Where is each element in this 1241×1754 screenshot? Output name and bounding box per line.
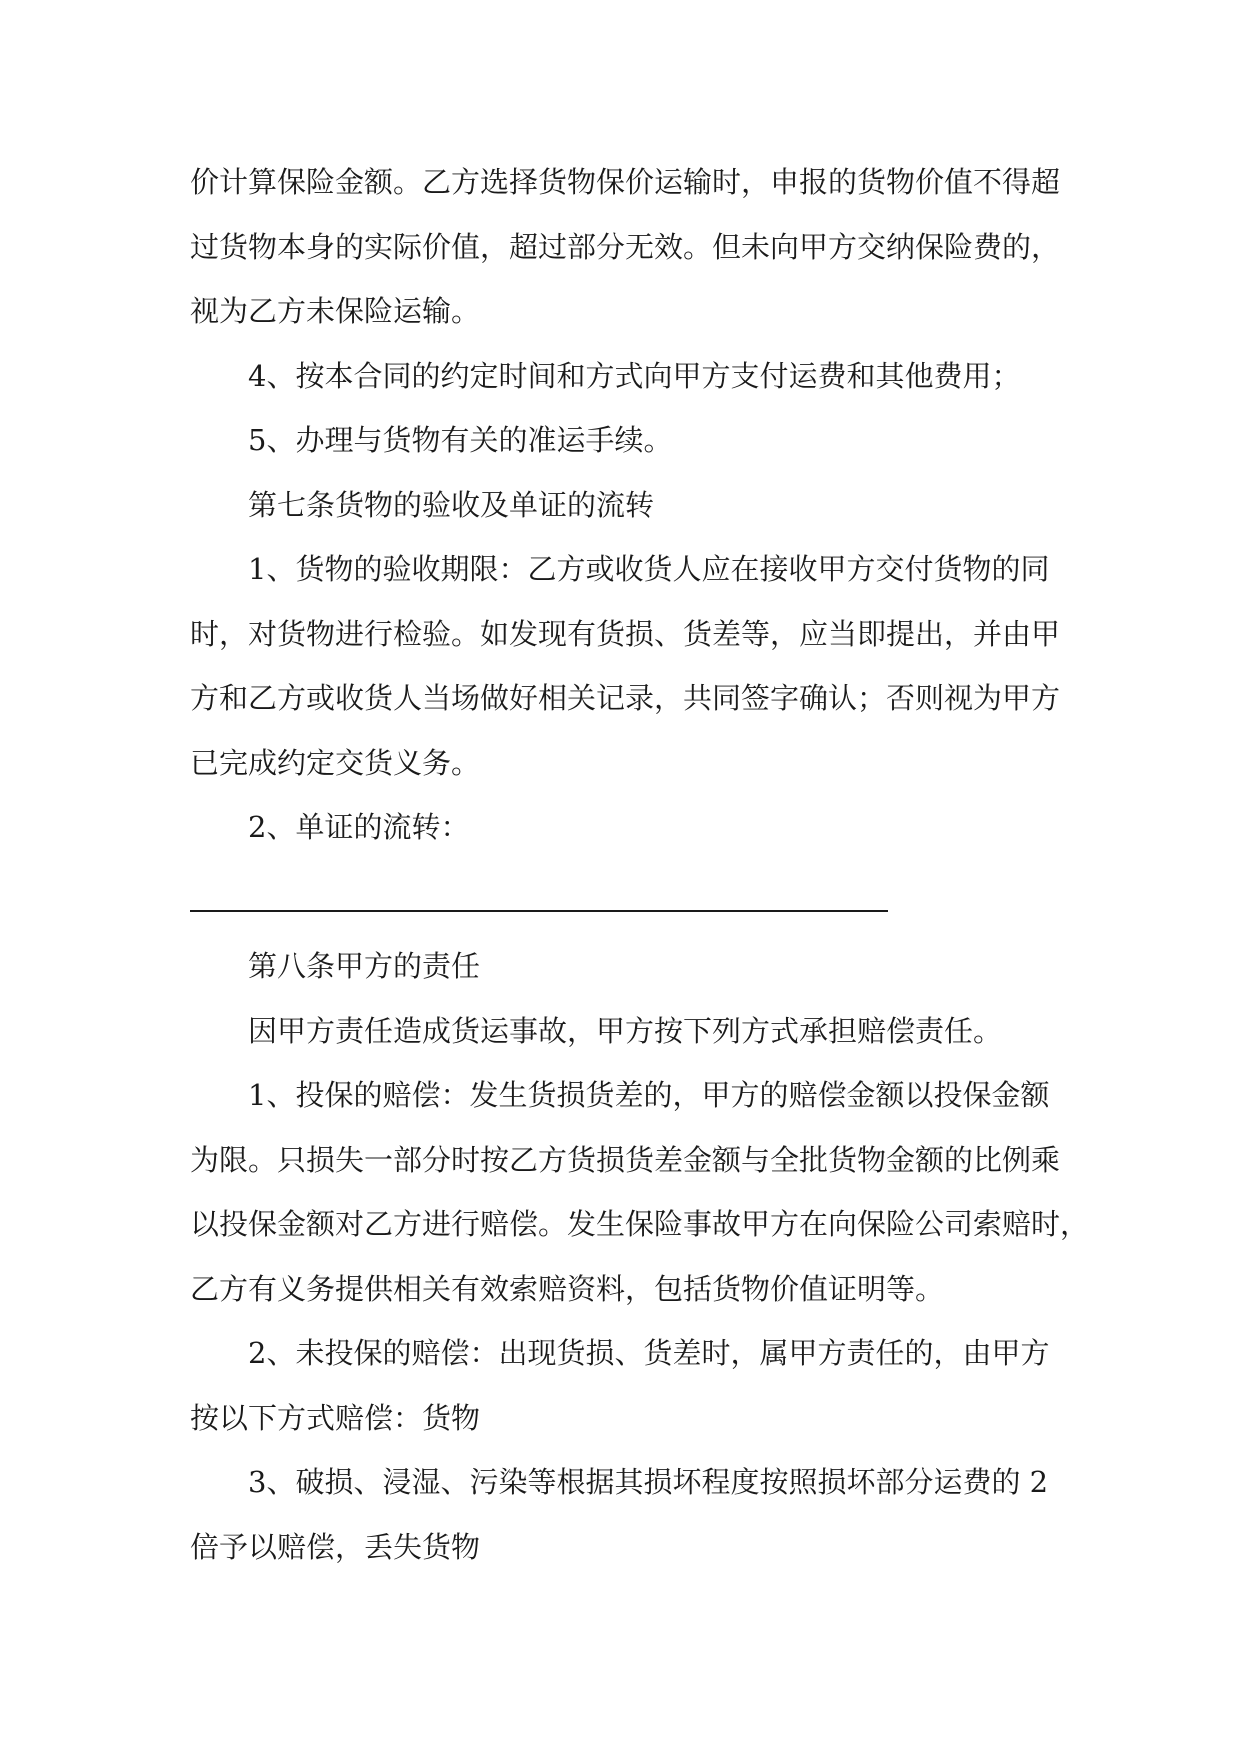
paragraph-line: 为限。只损失一部分时按乙方货损货差金额与全批货物金额的比例乘 — [190, 1142, 1061, 1177]
section-heading: 第七条货物的验收及单证的流转 — [248, 487, 655, 522]
paragraph-line: 乙方有义务提供相关有效索赔资料，包括货物价值证明等。 — [190, 1271, 945, 1306]
paragraph-line: 倍予以赔偿，丢失货物 — [190, 1529, 481, 1564]
clause-item: 5、办理与货物有关的准运手续。 — [248, 423, 673, 457]
clause-item: 2、单证的流转： — [248, 810, 470, 844]
paragraph-line: 按以下方式赔偿：货物 — [190, 1400, 481, 1435]
paragraph-line: 时，对货物进行检验。如发现有货损、货差等，应当即提出，并由甲 — [190, 616, 1061, 651]
paragraph-line: 价计算保险金额。乙方选择货物保价运输时，申报的货物价值不得超 — [190, 165, 1061, 199]
clause-item: 1、投保的赔偿：发生货损货差的，甲方的赔偿金额以投保金额 — [248, 1078, 1050, 1112]
document-body-upper — [190, 156, 1070, 866]
clause-item: 1、货物的验收期限：乙方或收货人应在接收甲方交付货物的同 — [248, 552, 1050, 586]
fill-in-blank-line — [190, 910, 888, 912]
paragraph-line: 视为乙方未保险运输。 — [190, 294, 481, 328]
paragraph-line: 以投保金额对乙方进行赔偿。发生保险事故甲方在向保险公司索赔时， — [190, 1207, 1090, 1241]
document-body-lower — [190, 940, 1090, 1585]
section-heading: 第八条甲方的责任 — [248, 949, 481, 983]
paragraph-line: 因甲方责任造成货运事故，甲方按下列方式承担赔偿责任。 — [248, 1013, 1003, 1048]
paragraph-line: 过货物本身的实际价值，超过部分无效。但未向甲方交纳保险费的， — [190, 229, 1061, 264]
paragraph-line: 已完成约定交货义务。 — [190, 745, 481, 780]
clause-item: 2、未投保的赔偿：出现货损、货差时，属甲方责任的，由甲方 — [248, 1336, 1050, 1370]
clause-item: 3、破损、浸湿、污染等根据其损坏程度按照损坏部分运费的 2 — [248, 1465, 1049, 1499]
clause-item: 4、按本合同的约定时间和方式向甲方支付运费和其他费用； — [248, 358, 1021, 393]
paragraph-line: 方和乙方或收货人当场做好相关记录，共同签字确认；否则视为甲方 — [190, 681, 1061, 715]
